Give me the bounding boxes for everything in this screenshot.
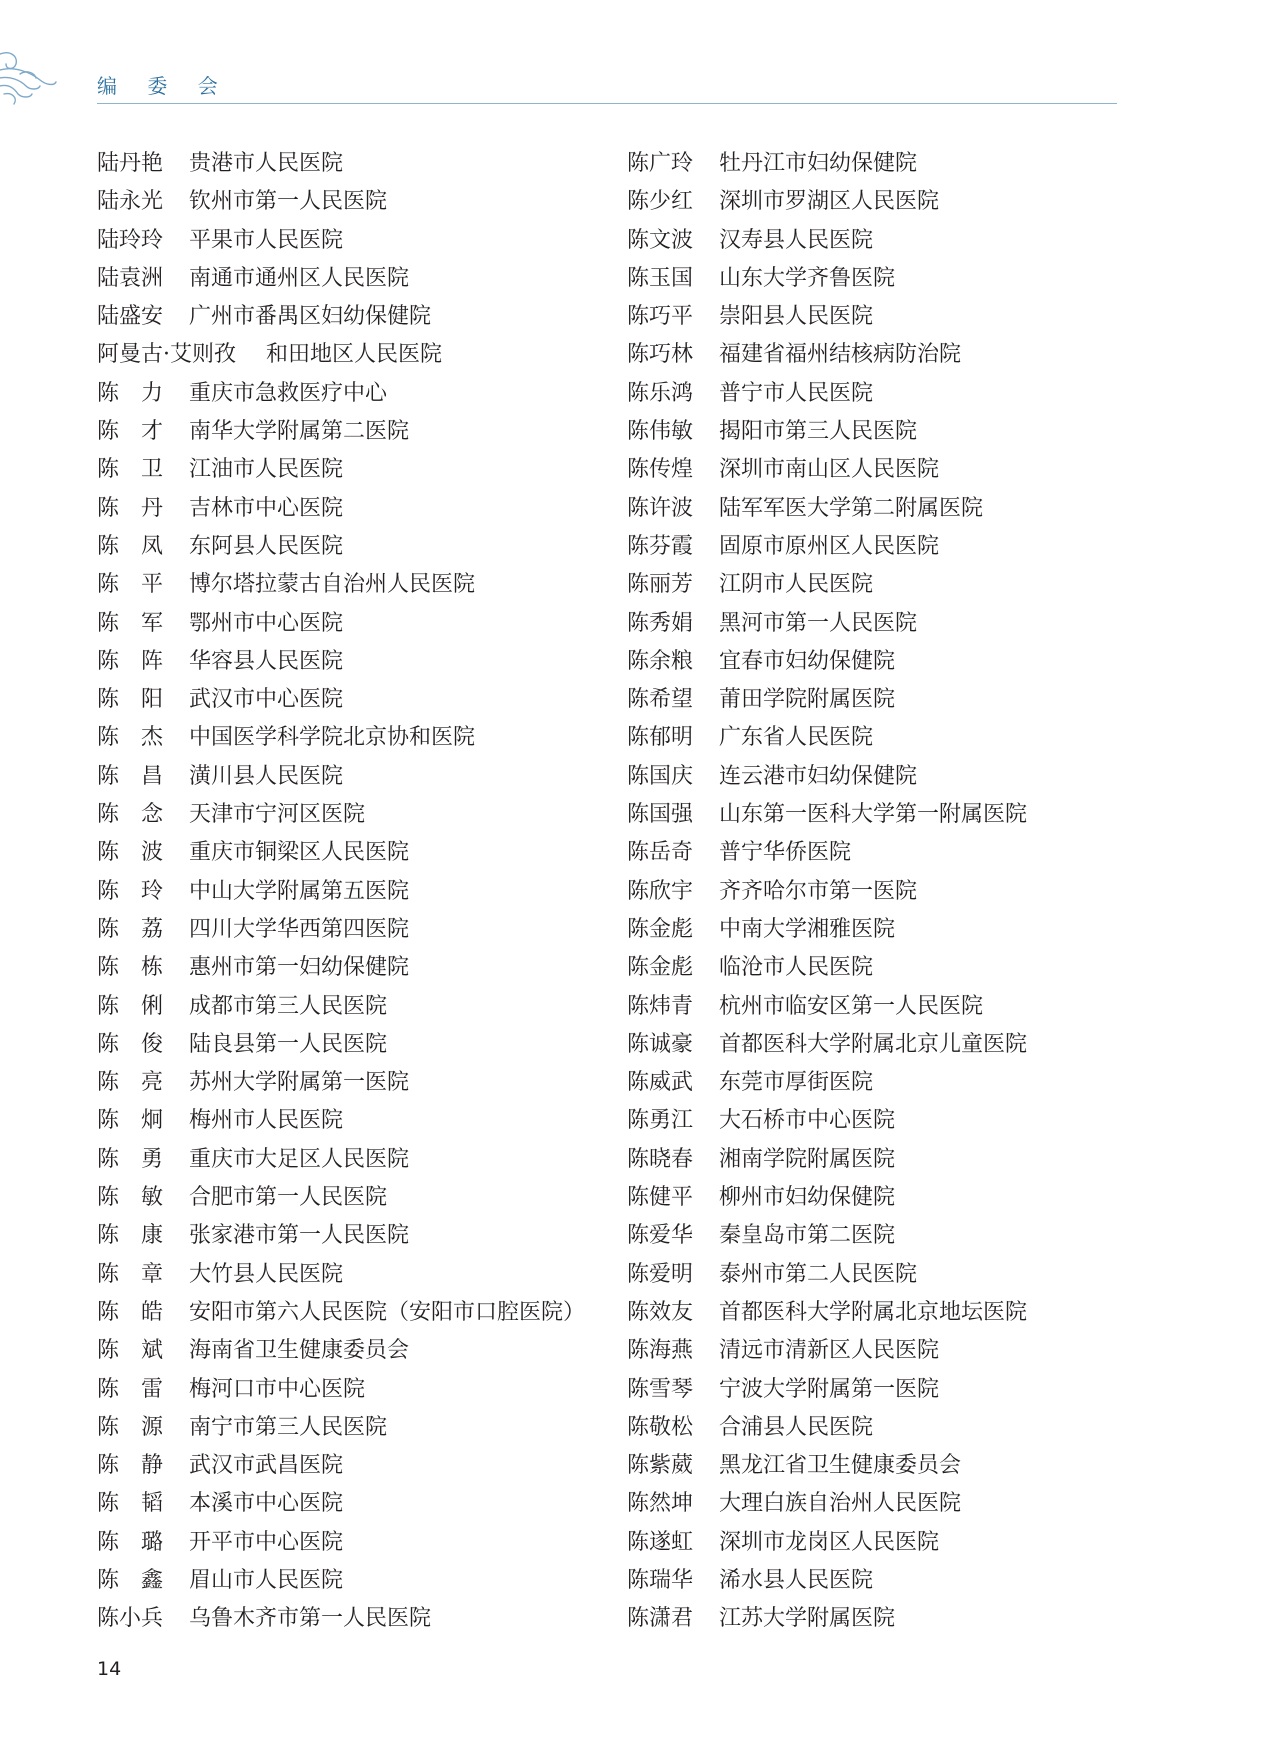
member-organization: 普宁市人民医院 — [719, 380, 874, 406]
list-item — [627, 451, 1027, 489]
member-organization: 博尔塔拉蒙古自治州人民医院 — [189, 572, 476, 598]
member-name: 陈健平 — [627, 1185, 694, 1211]
member-name: 陈效友 — [627, 1299, 694, 1325]
member-organization: 浠水县人民医院 — [719, 1567, 874, 1593]
list-item — [97, 336, 585, 374]
member-name: 陈欣宇 — [627, 878, 694, 904]
member-name: 陈阳 — [97, 687, 186, 713]
list-item — [97, 260, 585, 298]
member-name: 陈广玲 — [627, 151, 694, 176]
member-organization: 武汉市武昌医院 — [189, 1453, 344, 1479]
member-name: 陈炯 — [97, 1108, 186, 1134]
list-item — [627, 796, 1027, 834]
member-organization: 武汉市中心医院 — [189, 687, 344, 713]
list-item — [97, 1026, 585, 1064]
list-item — [97, 1409, 585, 1447]
list-item — [97, 911, 585, 949]
member-name: 陆玲玲 — [97, 227, 164, 253]
member-organization: 贵港市人民医院 — [189, 151, 344, 176]
member-organization: 揭阳市第三人民医院 — [719, 419, 918, 445]
list-item — [627, 1409, 1027, 1447]
list-item — [97, 490, 585, 528]
member-organization: 固原市原州区人民医院 — [719, 533, 940, 559]
list-item — [627, 1485, 1027, 1523]
member-organization: 大理白族自治州人民医院 — [719, 1491, 962, 1517]
member-organization: 宜春市妇幼保健院 — [719, 648, 896, 674]
member-organization: 安阳市第六人民医院（安阳市口腔医院） — [189, 1299, 586, 1325]
list-item — [97, 1371, 585, 1409]
member-name: 陈念 — [97, 802, 186, 828]
list-item — [627, 145, 1027, 183]
list-item — [97, 605, 585, 643]
member-name: 陈章 — [97, 1261, 186, 1287]
member-name: 陈静 — [97, 1453, 186, 1479]
member-organization: 东莞市厚街医院 — [719, 1070, 874, 1096]
list-item — [627, 1064, 1027, 1102]
member-organization: 秦皇岛市第二医院 — [719, 1223, 896, 1249]
member-organization: 江油市人民医院 — [189, 457, 344, 483]
list-item — [627, 834, 1027, 872]
member-organization: 江阴市人民医院 — [719, 572, 874, 598]
list-item — [627, 1026, 1027, 1064]
member-name: 陈栋 — [97, 955, 186, 981]
list-item — [627, 1179, 1027, 1217]
list-item — [97, 988, 585, 1026]
list-item — [627, 183, 1027, 221]
list-item — [97, 1064, 585, 1102]
member-organization: 宁波大学附属第一医院 — [719, 1376, 940, 1402]
list-item — [97, 949, 585, 987]
list-item — [97, 183, 585, 221]
header-divider — [97, 103, 1117, 104]
list-item — [627, 758, 1027, 796]
member-name: 陈鑫 — [97, 1567, 186, 1593]
member-organization: 山东大学齐鲁医院 — [719, 265, 896, 291]
list-item — [97, 451, 585, 489]
member-name: 陈潇君 — [627, 1606, 694, 1632]
list-item — [97, 566, 585, 604]
member-organization: 首都医科大学附属北京地坛医院 — [719, 1299, 1028, 1325]
member-organization: 梅州市人民医院 — [189, 1108, 344, 1134]
member-name: 陈力 — [97, 380, 186, 406]
member-organization: 杭州市临安区第一人民医院 — [719, 993, 984, 1019]
list-item — [627, 605, 1027, 643]
member-organization: 深圳市龙岗区人民医院 — [719, 1529, 940, 1555]
member-name: 陆丹艳 — [97, 151, 164, 176]
member-name: 陆袁洲 — [97, 265, 164, 291]
list-item — [97, 1102, 585, 1140]
member-organization: 大竹县人民医院 — [189, 1261, 344, 1287]
right-column — [627, 145, 1027, 1639]
member-organization: 钦州市第一人民医院 — [189, 189, 388, 215]
member-organization: 中南大学湘雅医院 — [719, 916, 896, 942]
member-organization: 四川大学华西第四医院 — [189, 916, 410, 942]
member-organization: 本溪市中心医院 — [189, 1491, 344, 1517]
member-organization: 清远市清新区人民医院 — [719, 1338, 940, 1364]
list-item — [627, 1524, 1027, 1562]
member-name: 陈巧平 — [627, 304, 694, 330]
member-organization: 惠州市第一妇幼保健院 — [189, 955, 410, 981]
member-name: 陈皓 — [97, 1299, 186, 1325]
member-organization: 广东省人民医院 — [719, 725, 874, 751]
member-name: 陈才 — [97, 419, 186, 445]
member-organization: 汉寿县人民医院 — [719, 227, 874, 253]
member-organization: 吉林市中心医院 — [189, 495, 344, 521]
member-organization: 乌鲁木齐市第一人民医院 — [189, 1606, 432, 1632]
list-item — [97, 1524, 585, 1562]
list-item — [627, 375, 1027, 413]
list-item — [97, 1562, 585, 1600]
member-name: 陈亮 — [97, 1070, 186, 1096]
member-name: 陈余粮 — [627, 648, 694, 674]
list-item — [627, 1600, 1027, 1638]
list-item — [97, 298, 585, 336]
member-organization: 山东第一医科大学第一附属医院 — [719, 802, 1028, 828]
member-organization: 莆田学院附属医院 — [719, 687, 896, 713]
list-item — [627, 1562, 1027, 1600]
member-name: 陈勇 — [97, 1146, 186, 1172]
member-name: 陈昌 — [97, 763, 186, 789]
list-item — [627, 873, 1027, 911]
member-organization: 临沧市人民医院 — [719, 955, 874, 981]
list-item — [627, 1256, 1027, 1294]
member-name: 陈爱华 — [627, 1223, 694, 1249]
list-item — [627, 298, 1027, 336]
member-name: 陈康 — [97, 1223, 186, 1249]
list-item — [627, 681, 1027, 719]
list-item — [97, 643, 585, 681]
list-item — [627, 643, 1027, 681]
member-name: 陈玲 — [97, 878, 186, 904]
member-organization: 潢川县人民医院 — [189, 763, 344, 789]
member-name: 陈雷 — [97, 1376, 186, 1402]
member-name: 陈伟敏 — [627, 419, 694, 445]
member-organization: 重庆市急救医疗中心 — [189, 380, 388, 406]
list-item — [627, 1102, 1027, 1140]
list-item — [627, 988, 1027, 1026]
member-organization: 普宁华侨医院 — [719, 840, 852, 866]
member-organization: 中山大学附属第五医院 — [189, 878, 410, 904]
list-item — [97, 1447, 585, 1485]
list-item — [97, 375, 585, 413]
list-item — [627, 1371, 1027, 1409]
member-organization: 合肥市第一人民医院 — [189, 1185, 388, 1211]
member-name: 陈勇江 — [627, 1108, 694, 1134]
member-organization: 华容县人民医院 — [189, 648, 344, 674]
member-name: 陈国庆 — [627, 763, 694, 789]
member-organization: 开平市中心医院 — [189, 1529, 344, 1555]
member-name: 陈海燕 — [627, 1338, 694, 1364]
member-organization: 海南省卫生健康委员会 — [189, 1338, 410, 1364]
member-name: 陈希望 — [627, 687, 694, 713]
member-organization: 陆良县第一人民医院 — [189, 1031, 388, 1057]
list-item — [627, 490, 1027, 528]
member-organization: 湘南学院附属医院 — [719, 1146, 896, 1172]
list-item — [97, 796, 585, 834]
member-organization: 重庆市大足区人民医院 — [189, 1146, 410, 1172]
member-name: 陈威武 — [627, 1070, 694, 1096]
member-name: 陈俐 — [97, 993, 186, 1019]
list-item — [97, 1217, 585, 1255]
member-name: 陈爱明 — [627, 1261, 694, 1287]
member-name: 陈卫 — [97, 457, 186, 483]
member-organization: 南宁市第三人民医院 — [189, 1414, 388, 1440]
member-name: 陈少红 — [627, 189, 694, 215]
member-name: 陈杰 — [97, 725, 186, 751]
member-organization: 和田地区人民医院 — [266, 342, 443, 368]
member-organization: 首都医科大学附属北京儿童医院 — [719, 1031, 1028, 1057]
list-item — [627, 1217, 1027, 1255]
member-organization: 崇阳县人民医院 — [719, 304, 874, 330]
list-item — [97, 873, 585, 911]
member-name: 陈源 — [97, 1414, 186, 1440]
member-name: 陈金彪 — [627, 955, 694, 981]
member-name: 陈军 — [97, 610, 186, 636]
member-organization: 重庆市铜梁区人民医院 — [189, 840, 410, 866]
member-name: 陈瑞华 — [627, 1567, 694, 1593]
list-item — [97, 1294, 585, 1332]
member-organization: 齐齐哈尔市第一医院 — [719, 878, 918, 904]
member-name: 陈炜青 — [627, 993, 694, 1019]
member-name: 陈玉国 — [627, 265, 694, 291]
member-name: 陈平 — [97, 572, 186, 598]
member-organization: 平果市人民医院 — [189, 227, 344, 253]
list-item — [97, 758, 585, 796]
list-item — [97, 1332, 585, 1370]
member-name: 陈乐鸿 — [627, 380, 694, 406]
list-item — [97, 1179, 585, 1217]
list-item — [97, 222, 585, 260]
member-name: 陈巧林 — [627, 342, 694, 368]
list-item — [97, 145, 585, 183]
member-organization: 深圳市南山区人民医院 — [719, 457, 940, 483]
member-name: 陈遂虹 — [627, 1529, 694, 1555]
member-organization: 中国医学科学院北京协和医院 — [189, 725, 476, 751]
member-organization: 眉山市人民医院 — [189, 1567, 344, 1593]
member-name: 陈然坤 — [627, 1491, 694, 1517]
list-item — [627, 566, 1027, 604]
list-item — [627, 528, 1027, 566]
list-item — [627, 1447, 1027, 1485]
member-organization: 泰州市第二人民医院 — [719, 1261, 918, 1287]
member-organization: 天津市宁河区医院 — [189, 802, 366, 828]
member-organization: 合浦县人民医院 — [719, 1414, 874, 1440]
page-number: 14 — [97, 1658, 122, 1680]
list-item — [627, 1332, 1027, 1370]
list-item — [97, 1141, 585, 1179]
list-item — [627, 413, 1027, 451]
member-organization: 张家港市第一人民医院 — [189, 1223, 410, 1249]
list-item — [97, 528, 585, 566]
list-item — [97, 719, 585, 757]
member-organization: 南通市通州区人民医院 — [189, 265, 410, 291]
member-name: 陈敬松 — [627, 1414, 694, 1440]
member-name: 陈俊 — [97, 1031, 186, 1057]
list-item — [627, 949, 1027, 987]
member-organization: 柳州市妇幼保健院 — [719, 1185, 896, 1211]
member-name: 陈芬霞 — [627, 533, 694, 559]
member-name: 陈丹 — [97, 495, 186, 521]
member-name: 陈诚豪 — [627, 1031, 694, 1057]
member-name: 陈文波 — [627, 227, 694, 253]
list-item — [627, 1141, 1027, 1179]
member-name: 陈国强 — [627, 802, 694, 828]
member-name: 陈璐 — [97, 1529, 186, 1555]
member-name: 陈雪琴 — [627, 1376, 694, 1402]
member-organization: 江苏大学附属医院 — [719, 1606, 896, 1632]
list-item — [627, 1294, 1027, 1332]
member-name: 陆盛安 — [97, 304, 164, 330]
list-item — [97, 1256, 585, 1294]
member-organization: 苏州大学附属第一医院 — [189, 1070, 410, 1096]
member-name: 陈荔 — [97, 916, 186, 942]
member-name: 陈敏 — [97, 1185, 186, 1211]
member-name: 陈斌 — [97, 1338, 186, 1364]
list-item — [627, 719, 1027, 757]
list-item — [627, 336, 1027, 374]
member-organization: 牡丹江市妇幼保健院 — [719, 151, 918, 176]
member-organization: 广州市番禺区妇幼保健院 — [189, 304, 432, 330]
member-organization: 东阿县人民医院 — [189, 533, 344, 559]
member-organization: 梅河口市中心医院 — [189, 1376, 366, 1402]
list-item — [627, 222, 1027, 260]
member-organization: 成都市第三人民医院 — [189, 993, 388, 1019]
member-organization: 福建省福州结核病防治院 — [719, 342, 962, 368]
list-item — [627, 260, 1027, 298]
member-organization: 陆军军医大学第二附属医院 — [719, 495, 984, 521]
list-item — [97, 1485, 585, 1523]
section-title: 编 委 会 — [97, 74, 230, 98]
member-organization: 黑河市第一人民医院 — [719, 610, 918, 636]
member-name: 陈韬 — [97, 1491, 186, 1517]
member-name: 陈传煌 — [627, 457, 694, 483]
member-name: 陈秀娟 — [627, 610, 694, 636]
member-name: 陈紫葳 — [627, 1453, 694, 1479]
list-item — [97, 834, 585, 872]
member-organization: 深圳市罗湖区人民医院 — [719, 189, 940, 215]
member-organization: 连云港市妇幼保健院 — [719, 763, 918, 789]
member-name: 陈金彪 — [627, 916, 694, 942]
member-name: 陆永光 — [97, 189, 164, 215]
member-name: 陈凤 — [97, 533, 186, 559]
member-organization: 大石桥市中心医院 — [719, 1108, 896, 1134]
list-item — [97, 681, 585, 719]
member-organization: 南华大学附属第二医院 — [189, 419, 410, 445]
list-item — [97, 413, 585, 451]
list-item — [627, 911, 1027, 949]
member-organization: 鄂州市中心医院 — [189, 610, 344, 636]
member-name: 陈阵 — [97, 648, 186, 674]
cloud-ornament-icon — [0, 40, 58, 110]
member-name: 陈岳奇 — [627, 840, 694, 866]
left-column — [97, 145, 585, 1639]
list-item — [97, 1600, 585, 1638]
member-organization: 黑龙江省卫生健康委员会 — [719, 1453, 962, 1479]
member-name: 阿曼古·艾则孜 — [97, 342, 236, 368]
member-name: 陈郁明 — [627, 725, 694, 751]
member-name: 陈晓春 — [627, 1146, 694, 1172]
member-name: 陈小兵 — [97, 1606, 164, 1632]
member-name: 陈波 — [97, 840, 186, 866]
member-name: 陈丽芳 — [627, 572, 694, 598]
member-name: 陈许波 — [627, 495, 694, 521]
